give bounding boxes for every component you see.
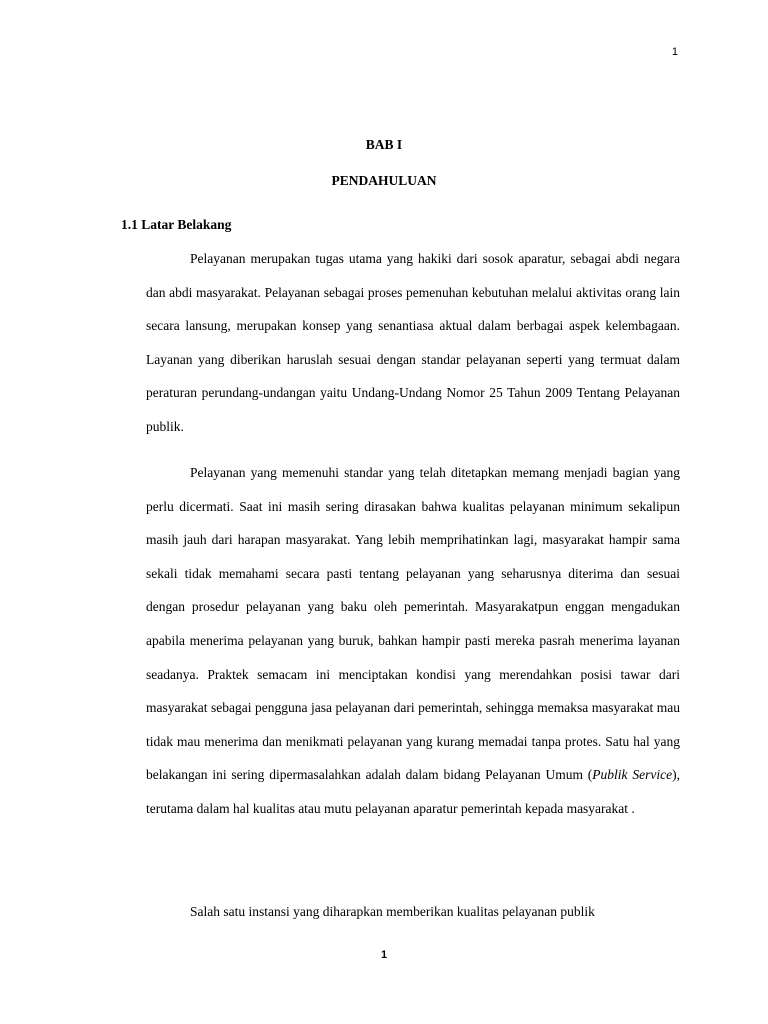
paragraph-2 — [146, 456, 680, 826]
paragraph-3: Salah satu instansi yang diharapkan memberikan kualitas pelayanan publik — [190, 904, 595, 919]
chapter-number: BAB I — [365, 137, 403, 152]
paragraph-1: Pelayanan merupakan tugas utama yang hakiki dari sosok aparatur, sebagai abdi negara dan abdi masyarakat. Pelayanan sebagai proses pemenuhan kebutuhan melalui aktivitas orang lain secara lansung, merupakan konsep yang senantiasa aktual dalam berbagai aspek kelembagaan. Layanan yang diberikan haruslah sesuai dengan standar pelayanan seperti yang termuat dalam peraturan perundang-undangan yaitu Undang-Undang Nomor 25 Tahun 2009 Tentang Pelayanan publik. — [146, 251, 680, 434]
page-number-bottom: 1 — [380, 949, 388, 961]
section-heading: 1.1 Latar Belakang — [121, 217, 232, 232]
paragraph-2-italic-term: Publik Service — [592, 767, 673, 783]
paragraph-2-text-before: Pelayanan yang memenuhi standar yang telah ditetapkan memang menjadi bagian yang perlu dicermati. Saat ini masih sering dirasakan bahwa kualitas pelayanan minimum sekalipun masih jauh dari harapan masyarakat. Yang lebih memprihatinkan lagi, masyarakat hampir sama sekali tidak memahami secara pasti tentang pelayanan yang seharusnya diterima dan sesuai dengan prosedur pelayanan yang baku oleh pemerintah. Masyarakatpun enggan mengadukan apabila menerima pelayanan yang buruk, bahkan hampir pasti mereka pasrah menerima layanan seadanya. Praktek semacam ini menciptakan kondisi yang merendahkan posisi tawar dari masyarakat sebagai pengguna jasa pelayanan dari pemerintah, sehingga memaksa masyarakat mau tidak mau menerima dan menikmati pelayanan yang kurang memadai tanpa protes. Satu hal yang belakangan ini sering dipermasalahkan adalah dalam bidang Pelayanan Umum ( — [146, 465, 680, 783]
page-number-top: 1 — [671, 46, 678, 58]
chapter-title: PENDAHULUAN — [331, 173, 437, 188]
paragraph-2-text-after: ), terutama dalam hal kualitas atau mutu pelayanan aparatur pemerintah kepada masyarakat . — [146, 767, 680, 816]
